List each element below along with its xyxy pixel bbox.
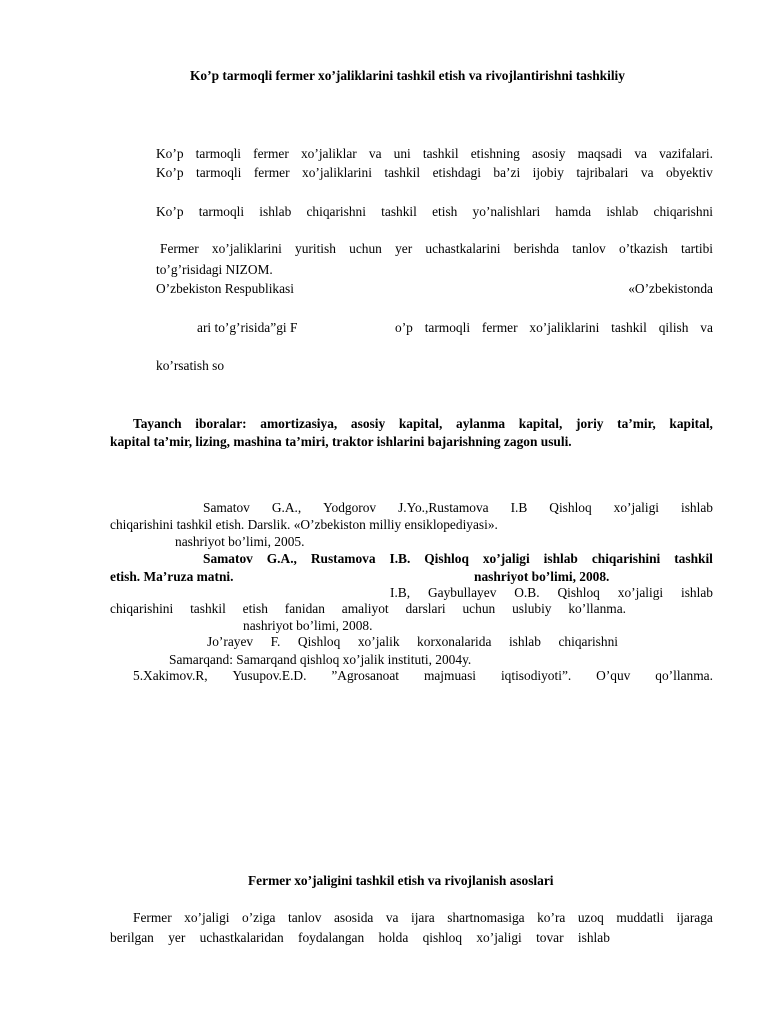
word: tanlov bbox=[572, 241, 606, 256]
word: va bbox=[640, 165, 654, 180]
word: fermer bbox=[481, 320, 518, 335]
reference-1-line-3: nashriyot bo’limi, 2005. bbox=[175, 534, 305, 549]
word: kapital, bbox=[669, 416, 713, 431]
word: Ko’p bbox=[156, 165, 184, 180]
word: ishlab bbox=[606, 204, 639, 219]
word: O.B. bbox=[514, 585, 540, 600]
reference-4-line-2: Samarqand: Samarqand qishloq xo’jalik instituti, 2004y. bbox=[169, 652, 472, 667]
word: amortizasiya, bbox=[260, 416, 338, 431]
word: xo’jaligi bbox=[184, 910, 230, 925]
word: Qishloq bbox=[557, 585, 600, 600]
word: xo’jaliklarini bbox=[211, 241, 282, 256]
word: etish bbox=[242, 601, 268, 616]
word: 5.Xakimov.R, bbox=[133, 668, 208, 683]
word: ishlab bbox=[259, 204, 292, 219]
word: Rustamova bbox=[310, 551, 376, 566]
outline-line-3 bbox=[156, 203, 713, 221]
keywords-line-2: kapital ta’mir, lizing, mashina ta’miri, traktor ishlarini bajarishning zagon usuli. bbox=[110, 434, 572, 449]
word: Yodgorov bbox=[323, 500, 377, 515]
reference-5-line-1 bbox=[133, 667, 713, 685]
word: yuritish bbox=[295, 241, 336, 256]
word: tartibi bbox=[681, 241, 713, 256]
word: etishning bbox=[470, 146, 520, 161]
reference-3-line-3: nashriyot bo’limi, 2008. bbox=[243, 618, 373, 633]
word: tajribalari bbox=[576, 165, 629, 180]
word: uchun bbox=[462, 601, 496, 616]
word: chiqarishini bbox=[591, 551, 661, 566]
word: foydalangan bbox=[298, 930, 365, 945]
word: uzoq bbox=[577, 910, 604, 925]
word: va bbox=[700, 320, 713, 335]
word: tashkil bbox=[381, 204, 417, 219]
word: Qishloq bbox=[424, 551, 469, 566]
outline-line-5: to’g’risidagi NIZOM. bbox=[156, 262, 273, 277]
word: holda bbox=[378, 930, 409, 945]
word: Gaybullayev bbox=[427, 585, 497, 600]
word: tarmoqli bbox=[195, 146, 242, 161]
section-heading: Fermer xo’jaligini tashkil etish va rivojlanish asoslari bbox=[248, 873, 554, 888]
outline-line-6-right: «O’zbekistonda bbox=[628, 281, 713, 296]
word: yo’nalishlari bbox=[472, 204, 541, 219]
word: uchastkalaridan bbox=[199, 930, 284, 945]
word: G.A., bbox=[271, 500, 302, 515]
word: chiqarishini bbox=[110, 601, 174, 616]
word: joriy bbox=[575, 416, 604, 431]
word: Fermer bbox=[133, 910, 172, 925]
word: ko’llanma. bbox=[568, 601, 626, 616]
word: yer bbox=[395, 241, 413, 256]
word: muddatli bbox=[616, 910, 664, 925]
reference-1-line-1 bbox=[203, 499, 713, 517]
word: chiqarishni bbox=[653, 204, 713, 219]
word: amaliyot bbox=[341, 601, 389, 616]
word: uchastkalarini bbox=[425, 241, 501, 256]
word: tarmoqli bbox=[424, 320, 471, 335]
word: xo’jaligi bbox=[482, 551, 530, 566]
section-paragraph-line-1 bbox=[133, 909, 713, 927]
word: yer bbox=[168, 930, 186, 945]
word: aylanma bbox=[456, 416, 506, 431]
word: iboralar: bbox=[195, 416, 247, 431]
word: xo’jaligi bbox=[617, 585, 664, 600]
word: xo’jaliklarini bbox=[302, 165, 372, 180]
word: Jo’rayev bbox=[207, 634, 254, 649]
word: ishlab bbox=[543, 551, 578, 566]
word: ishlab bbox=[681, 585, 713, 600]
word: xo’jaliklar bbox=[300, 146, 357, 161]
word: kapital, bbox=[518, 416, 563, 431]
word: va bbox=[368, 146, 382, 161]
word: tovar bbox=[536, 930, 564, 945]
word: asosida bbox=[333, 910, 374, 925]
keywords-line-1 bbox=[133, 415, 713, 433]
reference-2-line-2-right: nashriyot bo’limi, 2008. bbox=[474, 569, 610, 584]
word: shartnomasiga bbox=[447, 910, 525, 925]
word: ijobiy bbox=[532, 165, 564, 180]
word: ijaraga bbox=[676, 910, 713, 925]
word: tanlov bbox=[287, 910, 322, 925]
reference-2-line-1 bbox=[203, 550, 713, 568]
word: ishlab bbox=[577, 930, 610, 945]
word: asosiy bbox=[531, 146, 566, 161]
word: berishda bbox=[513, 241, 560, 256]
outline-line-7-left: ari to’g’risida”gi F bbox=[197, 320, 298, 335]
word: G.A., bbox=[266, 551, 297, 566]
word: va bbox=[634, 146, 647, 161]
word: I.B. bbox=[389, 551, 411, 566]
word: J.Yo.,Rustamova bbox=[398, 500, 489, 515]
word: fermer bbox=[253, 146, 289, 161]
word: korxonalarida bbox=[417, 634, 492, 649]
word: maqsadi bbox=[577, 146, 623, 161]
reference-1-line-2: chiqarishini tashkil etish. Darslik. «O’zbekiston milliy ensiklopediyasi». bbox=[110, 517, 498, 532]
word: asosiy bbox=[350, 416, 386, 431]
word: xo’jaligi bbox=[476, 930, 522, 945]
word: Ko’p bbox=[156, 146, 184, 161]
word: uchun bbox=[349, 241, 382, 256]
word: Samatov bbox=[203, 551, 253, 566]
word: tashkil bbox=[674, 551, 713, 566]
word: F. bbox=[270, 634, 281, 649]
outline-line-1 bbox=[156, 145, 713, 163]
word: tashkil bbox=[190, 601, 226, 616]
word: O’quv bbox=[596, 668, 631, 683]
word: xo’jaligi bbox=[613, 500, 660, 515]
reference-2-line-2-left: etish. Ma’ruza matni. bbox=[110, 569, 234, 584]
word: fanidan bbox=[284, 601, 325, 616]
reference-4-line-1 bbox=[207, 633, 618, 651]
word: majmuasi bbox=[423, 668, 477, 683]
word: vazifalari. bbox=[659, 146, 713, 161]
word: ko’ra bbox=[537, 910, 566, 925]
word: ishlab bbox=[508, 634, 541, 649]
word: uslubiy bbox=[512, 601, 552, 616]
word: o’tkazish bbox=[618, 241, 668, 256]
word: ijara bbox=[410, 910, 435, 925]
word: chiqarishni bbox=[558, 634, 618, 649]
word: ”Agrosanoat bbox=[331, 668, 400, 683]
word: tashkil bbox=[422, 146, 459, 161]
word: tarmoqli bbox=[196, 165, 242, 180]
word: qo’llanma. bbox=[655, 668, 713, 683]
word: I.B, bbox=[390, 585, 411, 600]
word: chiqarishni bbox=[306, 204, 366, 219]
word: tashkil bbox=[611, 320, 647, 335]
word: o’ziga bbox=[242, 910, 276, 925]
outline-line-2 bbox=[156, 164, 713, 182]
word: o’p bbox=[395, 320, 413, 335]
word: ta’mir, bbox=[617, 416, 656, 431]
word: iqtisodiyoti”. bbox=[500, 668, 572, 683]
word: Qishloq bbox=[297, 634, 341, 649]
word: etishdagi bbox=[432, 165, 481, 180]
word: qishloq bbox=[422, 930, 463, 945]
word: berilgan bbox=[110, 930, 154, 945]
word: Fermer bbox=[160, 241, 199, 256]
word: Tayanch bbox=[133, 416, 182, 431]
word: fermer bbox=[253, 165, 290, 180]
word: darslari bbox=[405, 601, 446, 616]
reference-3-line-2 bbox=[110, 600, 626, 618]
section-paragraph-line-2 bbox=[110, 929, 610, 947]
word: qilish bbox=[658, 320, 689, 335]
word: ishlab bbox=[680, 500, 713, 515]
word: Ko’p bbox=[156, 204, 184, 219]
word: va bbox=[385, 910, 399, 925]
word: Qishloq bbox=[549, 500, 592, 515]
word: tarmoqli bbox=[198, 204, 245, 219]
outline-line-4 bbox=[160, 240, 713, 258]
word: obyektiv bbox=[665, 165, 713, 180]
word: tashkil bbox=[384, 165, 421, 180]
word: hamda bbox=[555, 204, 592, 219]
word: Samatov bbox=[203, 500, 250, 515]
word: kapital, bbox=[398, 416, 443, 431]
word: Yusupov.E.D. bbox=[232, 668, 307, 683]
word: I.B bbox=[510, 500, 528, 515]
word: xo’jaliklarini bbox=[529, 320, 600, 335]
word: ba’zi bbox=[493, 165, 521, 180]
word: etish bbox=[432, 204, 458, 219]
document-title: Ko’p tarmoqli fermer xo’jaliklarini tashkil etish va rivojlantirishni tashkiliy bbox=[190, 68, 625, 83]
outline-line-8: ko’rsatish so bbox=[156, 358, 225, 373]
outline-line-7-right bbox=[395, 319, 713, 337]
word: uni bbox=[393, 146, 411, 161]
word: xo’jalik bbox=[357, 634, 400, 649]
outline-line-6-left: O’zbekiston Respublikasi bbox=[156, 281, 294, 296]
